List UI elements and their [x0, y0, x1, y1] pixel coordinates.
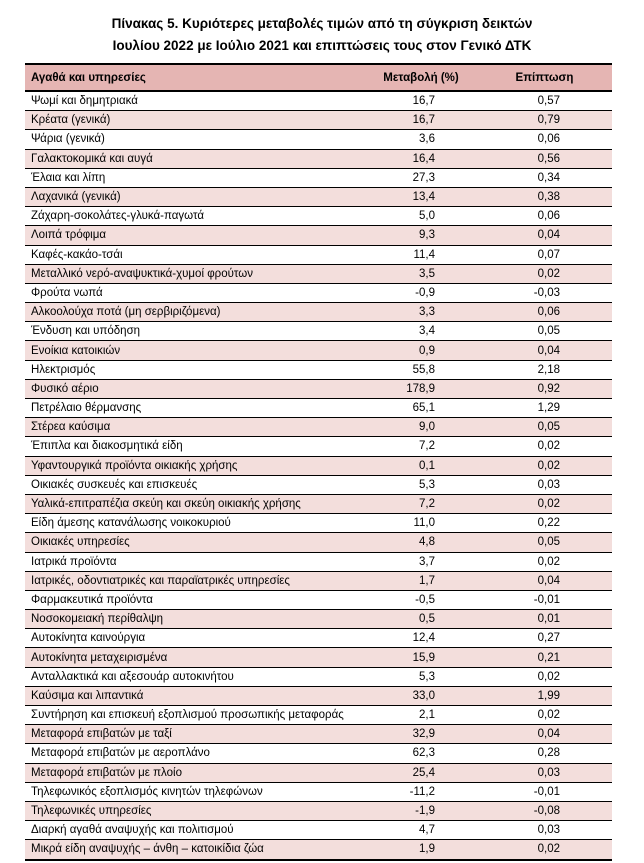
- row-label: Συντήρηση και επισκευή εξοπλισμού προσωπικής μεταφοράς: [25, 706, 365, 725]
- table-row: [25, 264, 612, 283]
- table-row: [25, 379, 612, 398]
- row-change-value: 13,4: [365, 187, 477, 206]
- row-label: Μεταφορά επιβατών με πλοίο: [25, 763, 365, 782]
- row-change-value: 33,0: [365, 686, 477, 705]
- row-label: Υφαντουργικά προϊόντα οικιακής χρήσης: [25, 456, 365, 475]
- row-label: Μικρά είδη αναψυχής – άνθη – κατοικίδια ζώα: [25, 840, 365, 860]
- row-label: Φρούτα νωπά: [25, 283, 365, 302]
- table-row: [25, 187, 612, 206]
- row-impact-value: 0,01: [477, 610, 612, 629]
- table-row: [25, 744, 612, 763]
- row-label: Αυτοκίνητα καινούργια: [25, 629, 365, 648]
- row-impact-value: 0,05: [477, 418, 612, 437]
- table-row: [25, 590, 612, 609]
- row-impact-value: 0,92: [477, 379, 612, 398]
- table-row: [25, 303, 612, 322]
- row-change-value: -1,9: [365, 801, 477, 820]
- row-impact-value: 0,03: [477, 475, 612, 494]
- row-change-value: 4,8: [365, 533, 477, 552]
- row-label: Έλαια και λίπη: [25, 168, 365, 187]
- table-row: [25, 801, 612, 820]
- row-change-value: 5,0: [365, 207, 477, 226]
- table-header: [25, 64, 612, 91]
- header-goods-and-services: Αγαθά και υπηρεσίες: [25, 64, 365, 91]
- row-impact-value: 0,28: [477, 744, 612, 763]
- row-label: Ένδυση και υπόδηση: [25, 322, 365, 341]
- row-change-value: 0,1: [365, 456, 477, 475]
- row-change-value: 16,7: [365, 91, 477, 111]
- table-row: [25, 130, 612, 149]
- row-impact-value: 0,56: [477, 149, 612, 168]
- table-row: [25, 418, 612, 437]
- table-row: [25, 725, 612, 744]
- row-impact-value: 0,04: [477, 341, 612, 360]
- row-change-value: 15,9: [365, 648, 477, 667]
- row-label: Τηλεφωνικές υπηρεσίες: [25, 801, 365, 820]
- row-change-value: 4,7: [365, 821, 477, 840]
- row-label: Ιατρικές, οδοντιατρικές και παραϊατρικές υπηρεσίες: [25, 571, 365, 590]
- header-change-percent: Μεταβολή (%): [365, 64, 477, 91]
- row-impact-value: 0,22: [477, 514, 612, 533]
- row-label: Υαλικά-επιτραπέζια σκεύη και σκεύη οικιακής χρήσης: [25, 494, 365, 513]
- row-label: Αλκοολούχα ποτά (μη σερβιριζόμενα): [25, 303, 365, 322]
- price-changes-table: [25, 63, 612, 861]
- table-row: [25, 283, 612, 302]
- row-label: Ηλεκτρισμός: [25, 360, 365, 379]
- row-impact-value: 0,79: [477, 111, 612, 130]
- row-label: Φυσικό αέριο: [25, 379, 365, 398]
- row-label: Πετρέλαιο θέρμανσης: [25, 399, 365, 418]
- row-change-value: 62,3: [365, 744, 477, 763]
- row-impact-value: 0,04: [477, 725, 612, 744]
- table-body: [25, 91, 612, 860]
- table-row: [25, 111, 612, 130]
- table-row: [25, 437, 612, 456]
- row-change-value: 5,3: [365, 475, 477, 494]
- row-impact-value: 0,02: [477, 667, 612, 686]
- row-impact-value: 0,34: [477, 168, 612, 187]
- row-change-value: 65,1: [365, 399, 477, 418]
- row-impact-value: 0,05: [477, 533, 612, 552]
- row-label: Λαχανικά (γενικά): [25, 187, 365, 206]
- row-label: Καύσιμα και λιπαντικά: [25, 686, 365, 705]
- row-label: Έπιπλα και διακοσμητικά είδη: [25, 437, 365, 456]
- row-change-value: 178,9: [365, 379, 477, 398]
- row-impact-value: 0,04: [477, 226, 612, 245]
- row-change-value: 16,7: [365, 111, 477, 130]
- row-label: Ζάχαρη-σοκολάτες-γλυκά-παγωτά: [25, 207, 365, 226]
- row-change-value: 3,3: [365, 303, 477, 322]
- row-change-value: -11,2: [365, 782, 477, 801]
- row-label: Ενοίκια κατοικιών: [25, 341, 365, 360]
- table-title: [0, 13, 644, 57]
- row-impact-value: 0,02: [477, 552, 612, 571]
- row-change-value: 9,3: [365, 226, 477, 245]
- table-row: [25, 168, 612, 187]
- row-label: Λοιπά τρόφιμα: [25, 226, 365, 245]
- table-row: [25, 341, 612, 360]
- table-row: [25, 91, 612, 111]
- row-change-value: 3,7: [365, 552, 477, 571]
- row-change-value: 1,7: [365, 571, 477, 590]
- table-row: [25, 706, 612, 725]
- table-row: [25, 648, 612, 667]
- table-row: [25, 399, 612, 418]
- row-label: Γαλακτοκομικά και αυγά: [25, 149, 365, 168]
- row-change-value: 16,4: [365, 149, 477, 168]
- row-impact-value: 0,57: [477, 91, 612, 111]
- row-impact-value: 2,18: [477, 360, 612, 379]
- table-row: [25, 552, 612, 571]
- row-change-value: 12,4: [365, 629, 477, 648]
- row-label: Οικιακές συσκευές και επισκευές: [25, 475, 365, 494]
- row-change-value: 2,1: [365, 706, 477, 725]
- row-impact-value: 0,02: [477, 456, 612, 475]
- table-row: [25, 360, 612, 379]
- row-label: Μεταφορά επιβατών με ταξί: [25, 725, 365, 744]
- row-change-value: 0,5: [365, 610, 477, 629]
- row-label: Καφές-κακάο-τσάι: [25, 245, 365, 264]
- table-row: [25, 686, 612, 705]
- row-impact-value: 0,02: [477, 706, 612, 725]
- row-impact-value: 0,38: [477, 187, 612, 206]
- table-row: [25, 571, 612, 590]
- row-label: Αυτοκίνητα μεταχειρισμένα: [25, 648, 365, 667]
- row-impact-value: -0,01: [477, 590, 612, 609]
- table-row: [25, 514, 612, 533]
- row-change-value: 0,9: [365, 341, 477, 360]
- row-impact-value: 0,27: [477, 629, 612, 648]
- row-change-value: -0,5: [365, 590, 477, 609]
- row-impact-value: 0,02: [477, 264, 612, 283]
- row-impact-value: 0,04: [477, 571, 612, 590]
- row-label: Φαρμακευτικά προϊόντα: [25, 590, 365, 609]
- row-impact-value: 0,02: [477, 494, 612, 513]
- row-impact-value: 0,02: [477, 437, 612, 456]
- table-row: [25, 149, 612, 168]
- row-change-value: 7,2: [365, 437, 477, 456]
- row-change-value: 3,4: [365, 322, 477, 341]
- row-label: Τηλεφωνικός εξοπλισμός κινητών τηλεφώνων: [25, 782, 365, 801]
- row-change-value: -0,9: [365, 283, 477, 302]
- table-row: [25, 763, 612, 782]
- row-label: Ιατρικά προϊόντα: [25, 552, 365, 571]
- row-change-value: 27,3: [365, 168, 477, 187]
- row-impact-value: 0,03: [477, 763, 612, 782]
- table-row: [25, 207, 612, 226]
- table-title-line2: Ιουλίου 2022 με Ιούλιο 2021 και επιπτώσεις τους στον Γενικό ΔΤΚ: [112, 38, 532, 53]
- table-row: [25, 322, 612, 341]
- table-row: [25, 821, 612, 840]
- table-row: [25, 782, 612, 801]
- row-label: Κρέατα (γενικά): [25, 111, 365, 130]
- row-label: Στέρεα καύσιμα: [25, 418, 365, 437]
- table-row: [25, 667, 612, 686]
- row-label: Ανταλλακτικά και αξεσουάρ αυτοκινήτου: [25, 667, 365, 686]
- row-change-value: 3,6: [365, 130, 477, 149]
- row-label: Οικιακές υπηρεσίες: [25, 533, 365, 552]
- table-row: [25, 226, 612, 245]
- row-impact-value: 0,02: [477, 840, 612, 860]
- row-label: Νοσοκομειακή περίθαλψη: [25, 610, 365, 629]
- row-impact-value: 0,07: [477, 245, 612, 264]
- row-impact-value: 0,06: [477, 207, 612, 226]
- row-change-value: 25,4: [365, 763, 477, 782]
- row-impact-value: 1,29: [477, 399, 612, 418]
- row-impact-value: 0,05: [477, 322, 612, 341]
- row-impact-value: -0,03: [477, 283, 612, 302]
- table-row: [25, 245, 612, 264]
- row-impact-value: -0,01: [477, 782, 612, 801]
- row-change-value: 1,9: [365, 840, 477, 860]
- row-label: Διαρκή αγαθά αναψυχής και πολιτισμού: [25, 821, 365, 840]
- row-label: Ψωμί και δημητριακά: [25, 91, 365, 111]
- row-impact-value: 0,21: [477, 648, 612, 667]
- row-change-value: 11,4: [365, 245, 477, 264]
- row-change-value: 55,8: [365, 360, 477, 379]
- row-impact-value: -0,08: [477, 801, 612, 820]
- row-label: Είδη άμεσης κατανάλωσης νοικοκυριού: [25, 514, 365, 533]
- table-title-line1: Πίνακας 5. Κυριότερες μεταβολές τιμών από τη σύγκριση δεικτών: [111, 16, 533, 31]
- row-change-value: 32,9: [365, 725, 477, 744]
- header-impact: Επίπτωση: [477, 64, 612, 91]
- row-change-value: 11,0: [365, 514, 477, 533]
- row-change-value: 9,0: [365, 418, 477, 437]
- row-change-value: 5,3: [365, 667, 477, 686]
- table-row: [25, 494, 612, 513]
- table-row: [25, 629, 612, 648]
- row-change-value: 7,2: [365, 494, 477, 513]
- row-label: Μεταφορά επιβατών με αεροπλάνο: [25, 744, 365, 763]
- table-row: [25, 610, 612, 629]
- row-change-value: 3,5: [365, 264, 477, 283]
- row-impact-value: 0,03: [477, 821, 612, 840]
- table-row: [25, 840, 612, 860]
- table-row: [25, 456, 612, 475]
- row-label: Μεταλλικό νερό-αναψυκτικά-χυμοί φρούτων: [25, 264, 365, 283]
- row-impact-value: 0,06: [477, 303, 612, 322]
- row-impact-value: 1,99: [477, 686, 612, 705]
- table-row: [25, 475, 612, 494]
- row-label: Ψάρια (γενικά): [25, 130, 365, 149]
- table-row: [25, 533, 612, 552]
- table-header-row: [25, 64, 612, 91]
- row-impact-value: 0,06: [477, 130, 612, 149]
